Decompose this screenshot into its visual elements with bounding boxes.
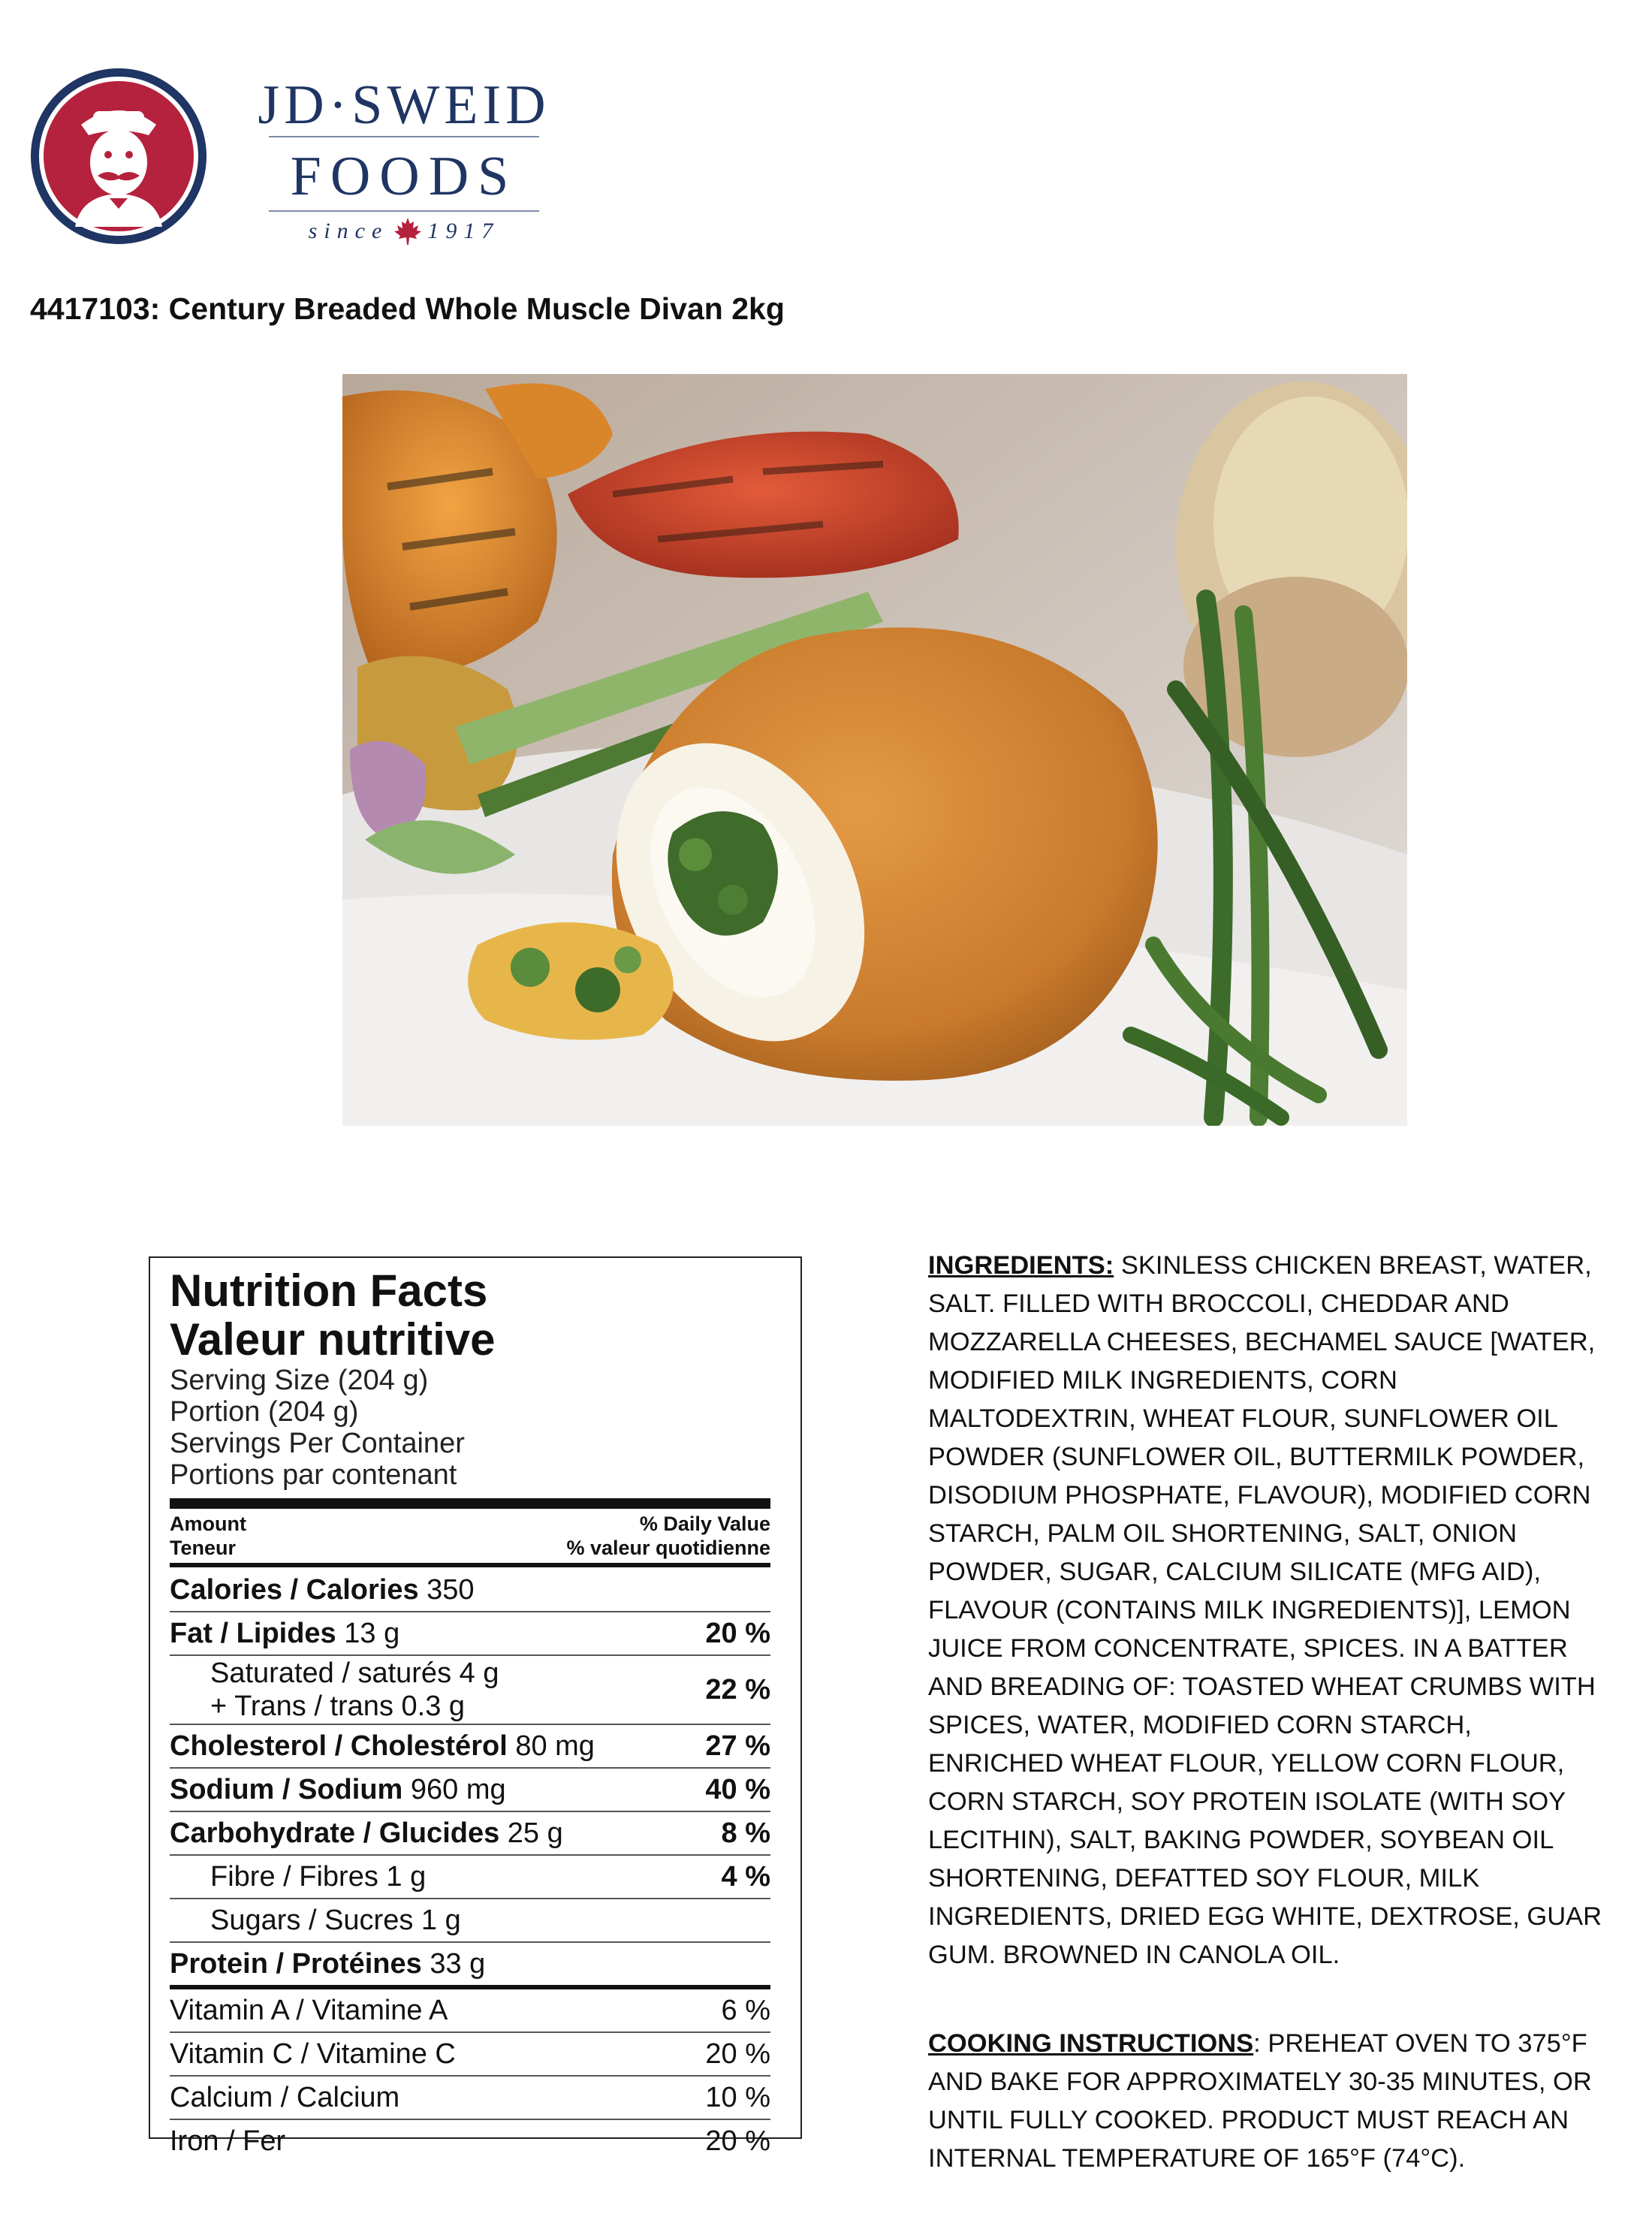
ingredients-section xyxy=(928,1247,1604,1974)
nutrient-row-vitamin-a xyxy=(170,1989,770,2033)
nutrient-row-fat xyxy=(170,1612,770,1656)
nutrient-row-carbohydrate xyxy=(170,1812,770,1856)
nutrient-row-calories xyxy=(170,1569,770,1612)
brand-logo xyxy=(29,66,554,254)
nutrient-percent: 40 % xyxy=(705,1774,770,1805)
cooking-heading: COOKING INSTRUCTIONS xyxy=(928,2029,1254,2058)
nutrient-row-fibre xyxy=(170,1856,770,1899)
since-text: since xyxy=(308,219,389,243)
daily-value-label-en: % Daily Value xyxy=(639,1513,770,1535)
nutrient-value-trans: 0.3 g xyxy=(401,1691,466,1722)
nutrient-row-sodium xyxy=(170,1769,770,1812)
nutrient-percent: 27 % xyxy=(705,1730,770,1762)
daily-value-label-fr: % valeur quotidienne xyxy=(566,1537,770,1559)
nutrient-row-vitamin-c xyxy=(170,2033,770,2077)
product-photo xyxy=(342,374,1407,1126)
nutrient-value: 960 mg xyxy=(410,1774,506,1805)
nutrient-row-cholesterol xyxy=(170,1725,770,1769)
nutrient-label: Fat / Lipides xyxy=(170,1618,336,1649)
nutrient-percent: 4 % xyxy=(721,1861,770,1893)
brand-foods: FOODS xyxy=(290,146,518,207)
serving-size-fr: Portion (204 g) xyxy=(170,1396,359,1428)
food-illustration xyxy=(342,374,1407,1126)
nutrient-label: Cholesterol / Cholestérol xyxy=(170,1730,508,1762)
servings-per-container-en: Servings Per Container xyxy=(170,1428,465,1459)
divider-thick xyxy=(170,1498,770,1509)
nutrient-percent: 20 % xyxy=(705,1618,770,1649)
brand-name: JD·SWEID xyxy=(258,74,550,136)
nutrient-label-trans: + Trans / trans xyxy=(210,1691,393,1722)
nutrient-row-iron xyxy=(170,2120,770,2162)
nutrient-label: Iron / Fer xyxy=(170,2125,286,2157)
maple-leaf-icon xyxy=(393,216,423,246)
brand-since xyxy=(239,216,569,246)
nutrient-label: Calories / Calories xyxy=(170,1574,419,1606)
nutrient-percent: 10 % xyxy=(705,2082,770,2113)
nutrient-label: Sodium / Sodium xyxy=(170,1774,403,1805)
nutrition-title-en: Nutrition Facts xyxy=(170,1265,488,1316)
ingredients-heading: INGREDIENTS: xyxy=(928,1251,1114,1280)
nutrition-title-fr: Valeur nutritive xyxy=(170,1314,496,1365)
nutrient-value: 13 g xyxy=(344,1618,400,1649)
nutrient-percent: 20 % xyxy=(705,2038,770,2070)
brand-divider-lower xyxy=(269,210,539,212)
amount-header-fr xyxy=(170,1536,770,1560)
nutrient-value: 1 g xyxy=(386,1861,427,1893)
nutrient-label: Saturated / saturés xyxy=(210,1657,452,1689)
nutrition-facts-panel xyxy=(149,1256,802,2157)
since-year: 1917 xyxy=(427,219,500,243)
nutrient-label: Calcium / Calcium xyxy=(170,2082,400,2113)
brand-divider xyxy=(269,136,539,137)
nutrient-row-protein xyxy=(170,1943,770,1989)
amount-label-en: Amount xyxy=(170,1513,246,1535)
nutrient-value: 25 g xyxy=(507,1817,563,1849)
nutrient-percent: 8 % xyxy=(721,1817,770,1849)
nutrient-percent: 22 % xyxy=(705,1674,770,1706)
nutrient-value: 4 g xyxy=(459,1657,499,1689)
nutrient-label: Fibre / Fibres xyxy=(210,1861,378,1893)
nutrient-value: 33 g xyxy=(430,1948,486,1980)
cooking-instructions-section xyxy=(928,2025,1604,2178)
cooking-text: : PREHEAT OVEN TO 375°F AND BAKE FOR APPROXIMATELY 30-35 MINUTES, OR UNTIL FULLY COOKED. PRODUCT MUST REACH AN INTERNAL TEMPERATURE OF 165°F (74°C). xyxy=(928,2029,1592,2173)
nutrient-label: Sugars / Sucres xyxy=(210,1905,414,1936)
nutrient-value: 350 xyxy=(427,1574,475,1606)
nutrient-percent: 20 % xyxy=(705,2125,770,2157)
product-title: 4417103: Century Breaded Whole Muscle Divan 2kg xyxy=(30,291,785,326)
nutrient-label: Vitamin A / Vitamine A xyxy=(170,1995,448,2026)
ingredients-text: SKINLESS CHICKEN BREAST, WATER, SALT. FILLED WITH BROCCOLI, CHEDDAR AND MOZZARELLA CHEESES, BECHAMEL SAUCE [WATER, MODIFIED MILK INGREDIENTS, CORN MALTODEXTRIN, WHEAT FLOUR, SUNFLOWER OIL POWDER (SUNFLOWER OIL, BUTTERMILK POWDER, DISODIUM PHOSPHATE, FLAVOUR), MODIFIED CORN STARCH, PALM OIL SHORTENING, SALT, ONION POWDER, SUGAR, CALCIUM SILICATE (MFG AID), FLAVOUR (CONTAINS MILK INGREDIENTS)], LEMON JUICE FROM CONCENTRATE, SPICES. IN A BATTER AND BREADING OF: TOASTED WHEAT CRUMBS WITH SPICES, WATER, MODIFIED CORN STARCH, ENRICHED WHEAT FLOUR, YELLOW CORN FLOUR, CORN STARCH, SOY PROTEIN ISOLATE (WITH SOY LECITHIN), SALT, BAKING POWDER, SOYBEAN OIL SHORTENING, DEFATTED SOY FLOUR, MILK INGREDIENTS, DRIED EGG WHITE, DEXTROSE, GUAR GUM. BROWNED IN CANOLA OIL. xyxy=(928,1251,1602,1969)
nutrient-value: 1 g xyxy=(421,1905,461,1936)
nutrient-percent: 6 % xyxy=(721,1995,770,2026)
nutrient-value: 80 mg xyxy=(515,1730,595,1762)
nutrient-label: Vitamin C / Vitamine C xyxy=(170,2038,456,2070)
amount-header-en xyxy=(170,1512,770,1536)
nutrient-row-saturated-trans xyxy=(170,1656,770,1725)
logo-seal-icon xyxy=(29,66,209,246)
nutrient-label: Carbohydrate / Glucides xyxy=(170,1817,500,1849)
nutrient-row-calcium xyxy=(170,2077,770,2120)
amount-label-fr: Teneur xyxy=(170,1537,237,1559)
serving-size-en: Serving Size (204 g) xyxy=(170,1365,429,1396)
nutrient-label: Protein / Protéines xyxy=(170,1948,422,1980)
servings-per-container-fr: Portions par contenant xyxy=(170,1459,457,1491)
nutrient-row-sugars xyxy=(170,1899,770,1943)
divider-medium xyxy=(170,1563,770,1567)
